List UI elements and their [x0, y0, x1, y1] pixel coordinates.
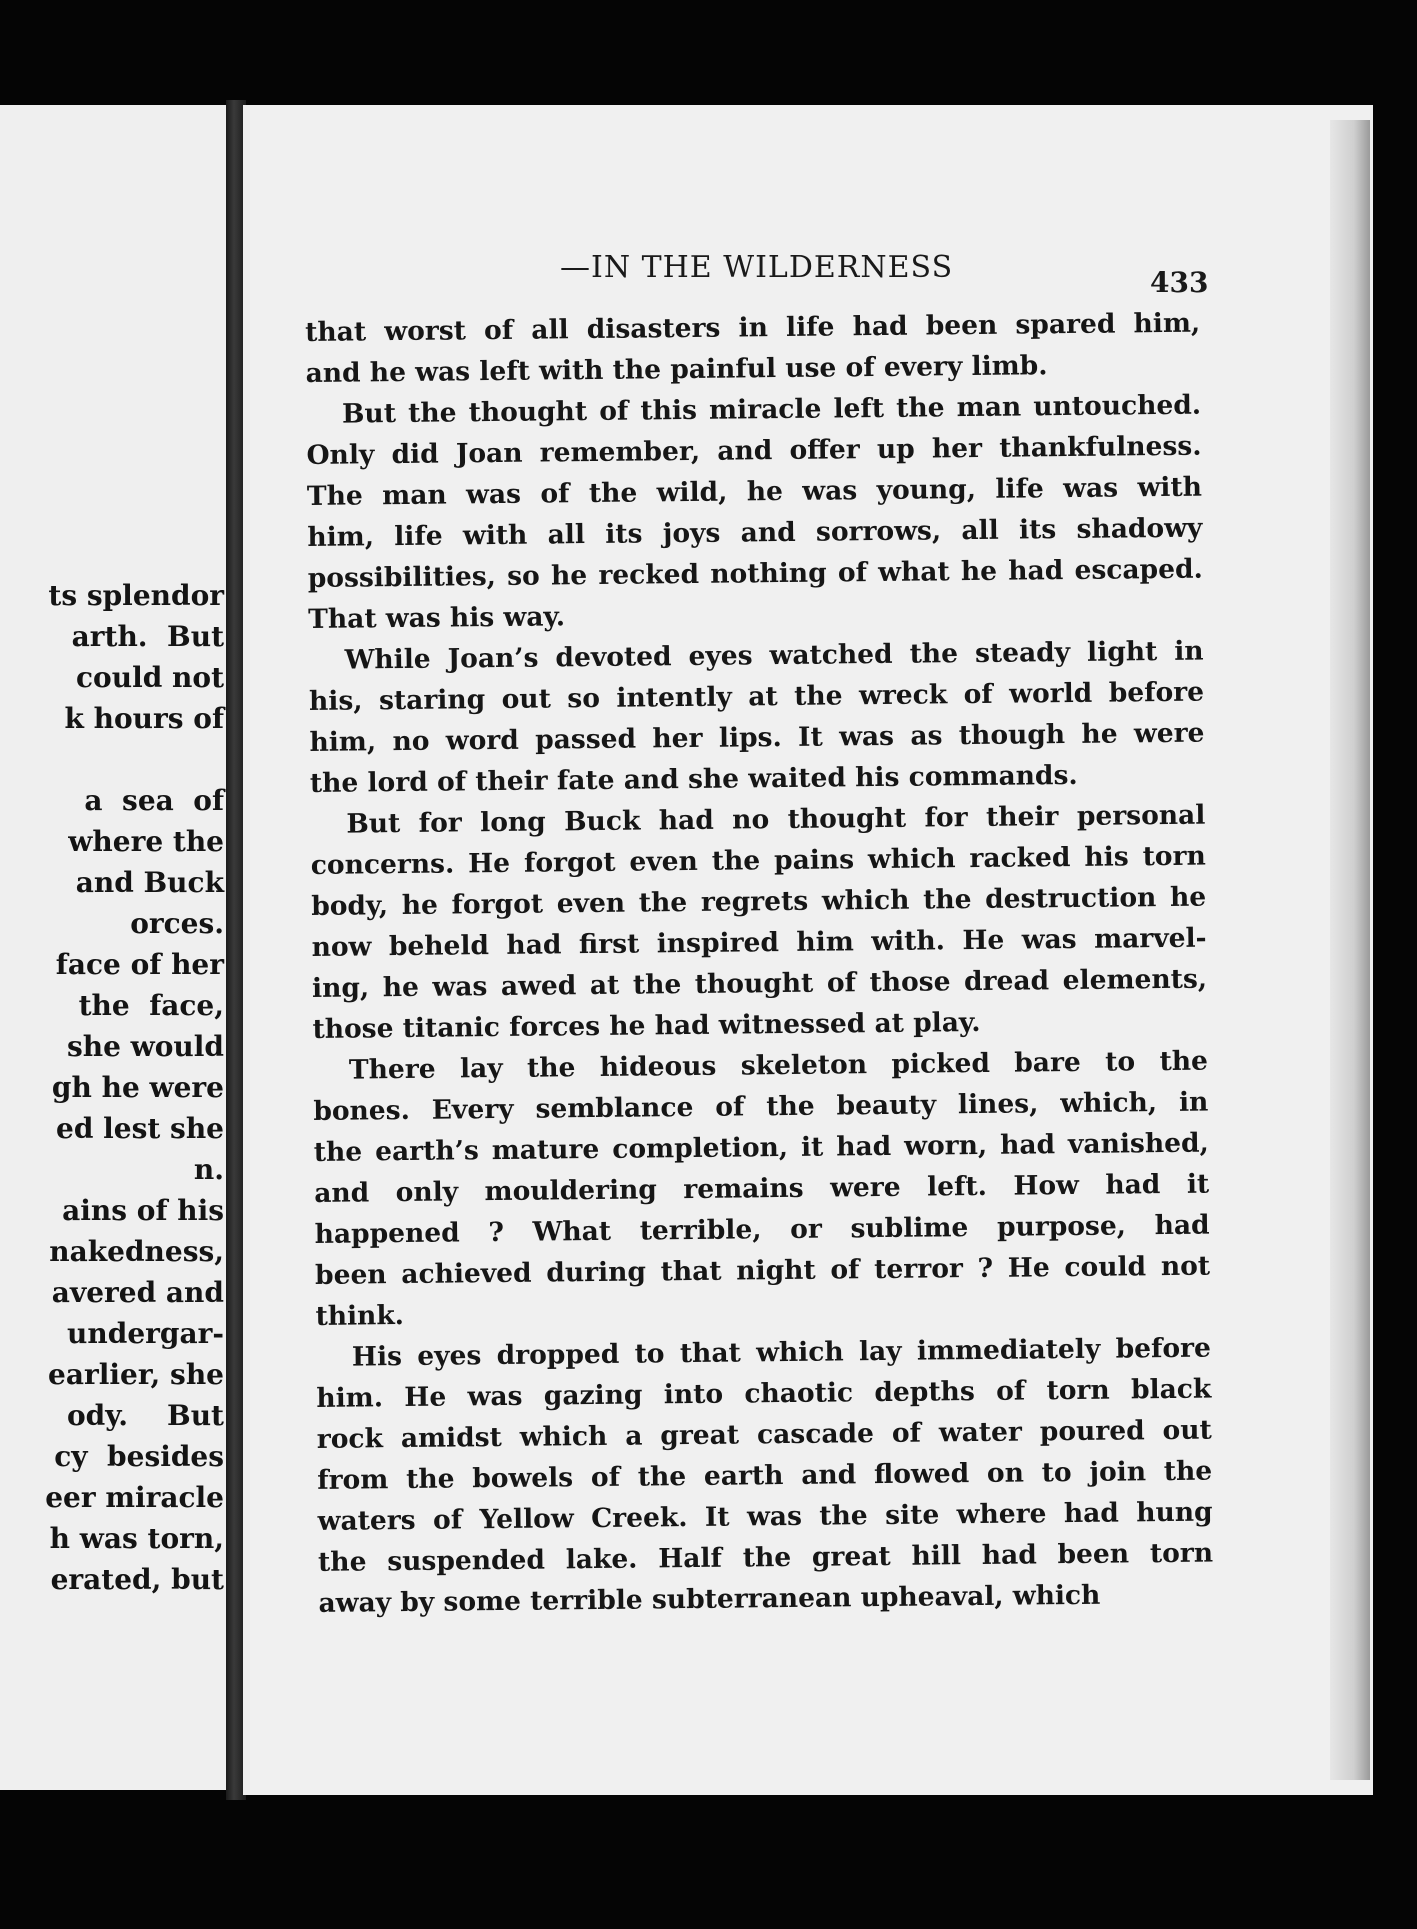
- text-line: That was his way.: [308, 601, 566, 635]
- body-text: [305, 303, 1214, 1624]
- left-page-text: [45, 575, 224, 1600]
- left-page-line: she would: [66, 1030, 224, 1063]
- page-number: 433: [1150, 266, 1209, 299]
- text-line: But the thought of this miracle left the man untouched.: [341, 389, 1202, 430]
- paragraph: [306, 385, 1204, 640]
- left-page-line: cy besides: [54, 1440, 224, 1473]
- text-line: and he was left with the painful use of every limb.: [305, 350, 1048, 389]
- paragraph: [308, 631, 1205, 804]
- text-line: possibilities, so he recked nothing of what he had escaped.: [307, 553, 1203, 594]
- left-page-line: where the: [68, 825, 224, 858]
- text-line: from the bowels of the earth and flowed on to join the: [317, 1455, 1213, 1496]
- left-page-line: ody. But: [66, 1399, 224, 1432]
- text-line: ing, he was awed at the thought of those dread elements,: [311, 963, 1208, 1004]
- text-line: him, no word passed her lips. It was as though he were: [309, 717, 1205, 758]
- text-line: now beheld had first inspired him with. He was marvel-: [311, 922, 1207, 963]
- text-line: the lord of their fate and she waited his commands.: [309, 759, 1078, 799]
- text-line: been achieved during that night of terror ? He could not: [314, 1250, 1211, 1291]
- left-page-line: the face,: [78, 989, 224, 1022]
- left-page-fragment: [0, 105, 238, 1790]
- left-page-line: ed lest she: [56, 1112, 224, 1145]
- left-page-line: [45, 739, 224, 780]
- text-line: rock amidst which a great cascade of water poured out: [316, 1414, 1212, 1455]
- left-page-line: k hours of: [64, 702, 224, 735]
- left-page-line: h was torn,: [49, 1522, 224, 1555]
- text-line: body, he forgot even the regrets which the destruction he: [311, 881, 1207, 922]
- left-page-line: gh he were: [51, 1071, 224, 1104]
- text-line: and only mouldering remains were left. How had it: [314, 1168, 1210, 1209]
- paragraph: [310, 795, 1208, 1050]
- running-head: —IN THE WILDERNESS: [560, 250, 954, 285]
- text-line: the earth’s mature completion, it had worn, had vanished,: [313, 1127, 1209, 1168]
- left-page-line: could not: [75, 661, 224, 694]
- left-page-line: ains of his: [62, 1194, 224, 1227]
- text-line: There lay the hideous skeleton picked bare to the: [348, 1045, 1209, 1086]
- left-page-line: n.: [193, 1153, 224, 1186]
- paragraph: [316, 1328, 1214, 1624]
- text-line: those titanic forces he had witnessed at play.: [312, 1006, 981, 1045]
- text-line: waters of Yellow Creek. It was the site where had hung: [317, 1496, 1213, 1537]
- left-page-line: earlier, she: [48, 1358, 224, 1391]
- text-line: his, staring out so intently at the wreck of world before: [308, 676, 1205, 717]
- text-line: happened ? What terrible, or sublime purpose, had: [314, 1209, 1210, 1250]
- text-line: the suspended lake. Half the great hill had been torn: [317, 1537, 1214, 1578]
- text-line: bones. Every semblance of the beauty lines, which, in: [313, 1086, 1209, 1127]
- text-line: think.: [315, 1300, 405, 1332]
- text-line: His eyes dropped to that which lay immediately before: [351, 1332, 1212, 1373]
- left-page-line: undergar-: [67, 1317, 224, 1350]
- text-line: But for long Buck had no thought for their personal: [346, 799, 1206, 840]
- left-page-line: ts splendor: [48, 579, 224, 612]
- text-line: Only did Joan remember, and offer up her thankfulness.: [306, 430, 1202, 471]
- text-line: that worst of all disasters in life had been spared him,: [305, 307, 1201, 348]
- text-line: him, life with all its joys and sorrows, all its shadowy: [307, 512, 1203, 553]
- left-page-line: and Buck: [75, 866, 224, 899]
- text-line: him. He was gazing into chaotic depths of torn black: [316, 1373, 1212, 1414]
- paragraph: [305, 303, 1201, 394]
- left-page-line: a sea of: [84, 784, 224, 817]
- text-line: While Joan’s devoted eyes watched the steady light in: [344, 635, 1204, 676]
- left-page-line: arth. But: [71, 620, 224, 653]
- text-line: concerns. He forgot even the pains which racked his torn: [310, 840, 1206, 881]
- left-page-line: avered and: [51, 1276, 224, 1309]
- left-page-line: nakedness,: [49, 1235, 224, 1268]
- text-line: The man was of the wild, he was young, life was with: [306, 471, 1203, 512]
- paragraph: [313, 1041, 1211, 1337]
- left-page-line: erated, but: [50, 1563, 224, 1596]
- left-page-line: orces.: [130, 907, 224, 940]
- text-line: away by some terrible subterranean upheaval, which: [318, 1579, 1101, 1619]
- left-page-line: face of her: [55, 948, 224, 981]
- page-edge: [1330, 120, 1370, 1780]
- left-page-line: eer miracle: [45, 1481, 224, 1514]
